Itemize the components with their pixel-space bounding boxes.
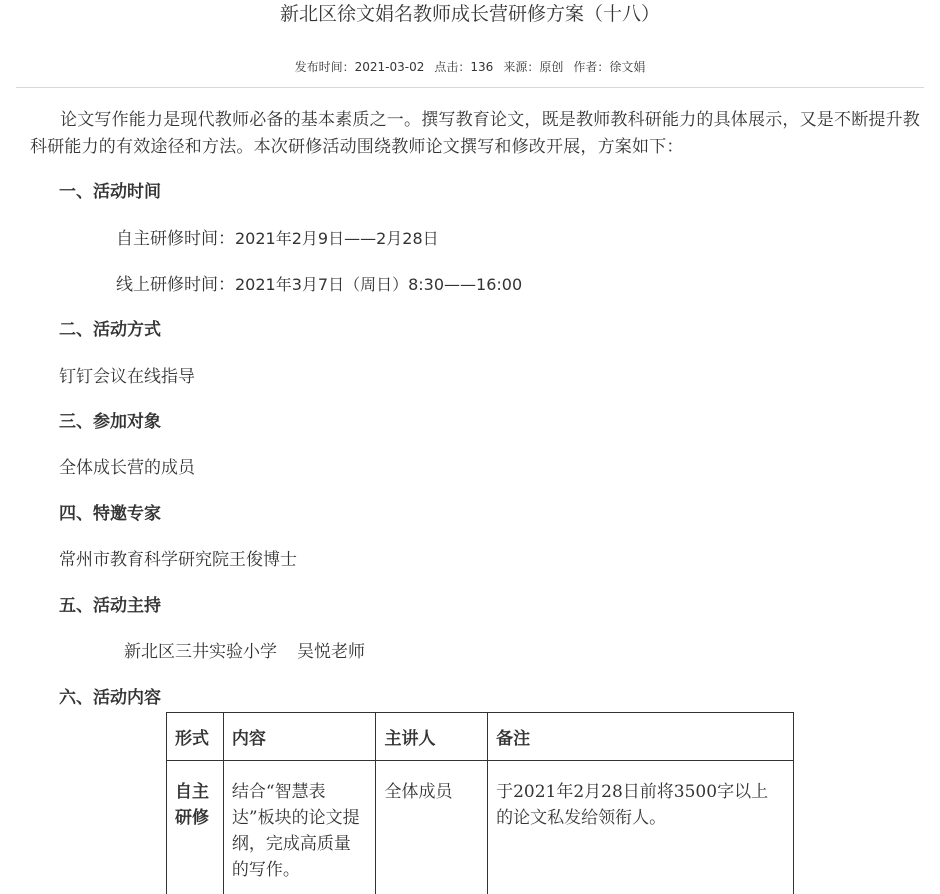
article-meta — [0, 58, 940, 76]
self-study-value: 2021年2月9日——2月28日 — [235, 229, 439, 248]
section-heading-expert: 四、特邀专家 — [59, 504, 161, 524]
table-cell-speaker: 全体成员 — [376, 761, 488, 894]
intro-paragraph: 论文写作能力是现代教师必备的基本素质之一。撰写教育论文，既是教师教科研能力的具体展示，又是不断提升教科研能力的有效途径和方法。本次研修活动围绕教师论文撰写和修改开展，方案如下： — [30, 110, 920, 157]
section-heading-method: 二、活动方式 — [59, 320, 161, 340]
online-study-time — [116, 273, 522, 297]
table-header-row — [167, 713, 794, 761]
online-study-label: 线上研修时间： — [116, 275, 235, 295]
source-label: 来源： — [503, 60, 540, 74]
table-row — [167, 761, 794, 894]
expert-text: 常州市教育科学研究院王俊博士 — [59, 550, 297, 570]
activity-content-table — [166, 712, 794, 894]
click-count: 136 — [470, 60, 494, 74]
table-header-cell: 主讲人 — [376, 713, 488, 761]
table-cell-content: 结合“智慧表达”板块的论文提纲，完成高质量的写作。 — [223, 761, 376, 894]
self-study-time — [116, 227, 439, 251]
table-cell-note: 于2021年2月28日前将3500字以上的论文私发给领衔人。 — [488, 761, 794, 894]
host-school: 新北区三井实验小学 — [124, 642, 277, 662]
author-label: 作者： — [573, 60, 610, 74]
section-heading-time: 一、活动时间 — [59, 182, 161, 202]
host-teacher: 吴悦老师 — [297, 642, 365, 662]
section-heading-content: 六、活动内容 — [59, 688, 161, 708]
table-header-cell: 备注 — [488, 713, 794, 761]
header-divider — [16, 87, 924, 88]
participants-text: 全体成长营的成员 — [59, 458, 195, 478]
section-heading-host: 五、活动主持 — [59, 596, 161, 616]
author: 徐文娟 — [609, 60, 646, 74]
publish-time: 2021-03-02 — [354, 60, 425, 74]
method-text: 钉钉会议在线指导 — [59, 367, 195, 387]
table-cell-form: 自主研修 — [167, 761, 224, 894]
table-header-cell: 内容 — [223, 713, 376, 761]
publish-time-label: 发布时间： — [294, 60, 355, 74]
source: 原创 — [539, 60, 564, 74]
section-heading-participants: 三、参加对象 — [59, 412, 161, 432]
self-study-label: 自主研修时间： — [116, 229, 235, 249]
host-text — [124, 640, 365, 664]
article-title: 新北区徐文娟名教师成长营研修方案（十八） — [279, 3, 660, 25]
table-header-cell: 形式 — [167, 713, 224, 761]
online-study-value: 2021年3月7日（周日）8:30——16:00 — [235, 275, 523, 294]
clicks-label: 点击： — [434, 60, 471, 74]
